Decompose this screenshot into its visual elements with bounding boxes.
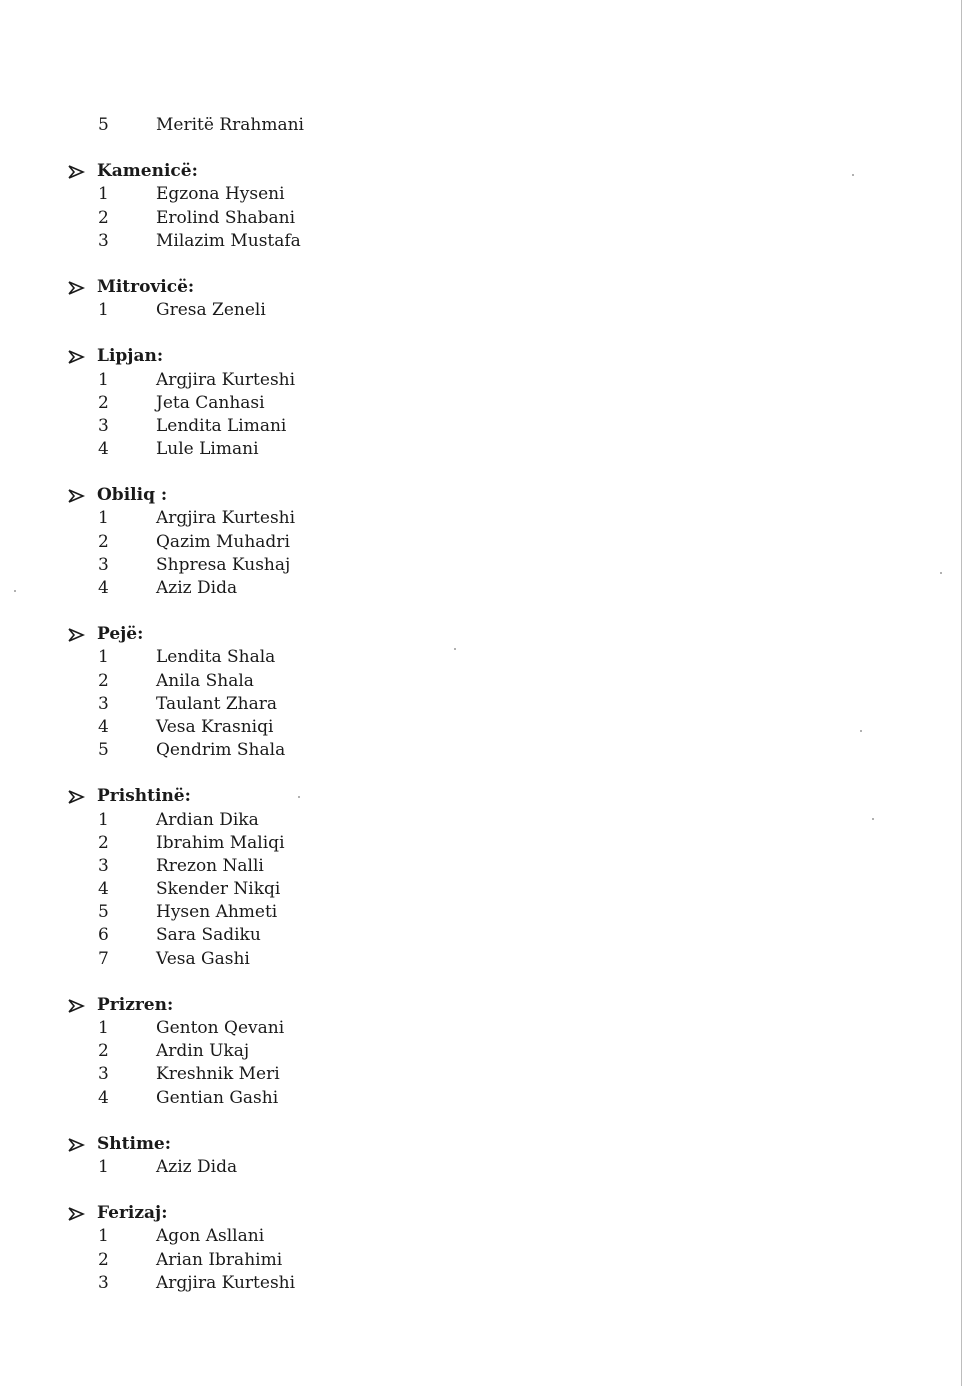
item-name: Aziz Dida <box>156 1156 238 1177</box>
arrowhead-bullet-icon <box>66 1202 86 1225</box>
municipality-title: Shtime: <box>97 1133 172 1154</box>
arrowhead-bullet-icon <box>66 994 86 1017</box>
item-name: Aziz Dida <box>156 578 238 598</box>
item-name: Meritë Rrahmani <box>156 115 304 135</box>
municipality-group <box>66 623 666 762</box>
municipality-heading <box>66 160 666 183</box>
item-number: 2 <box>98 392 109 413</box>
scan-speck <box>860 730 862 732</box>
item-name: Ardin Ukaj <box>156 1041 250 1062</box>
item-name: Skender Nikqi <box>156 879 281 900</box>
list-item <box>66 809 666 832</box>
item-name: Qazim Muhadri <box>156 531 290 552</box>
item-number: 1 <box>98 809 109 830</box>
item-number: 3 <box>98 554 109 575</box>
item-name: Qendrim Shala <box>156 740 286 761</box>
item-name: Hysen Ahmeti <box>156 902 278 923</box>
item-number: 5 <box>98 740 109 761</box>
item-number: 5 <box>98 115 109 135</box>
list-item <box>66 507 666 530</box>
item-name: Gresa Zeneli <box>156 300 266 321</box>
municipality-heading <box>66 484 666 507</box>
item-number: 1 <box>98 1226 109 1247</box>
list-item <box>66 646 666 669</box>
item-name: Kreshnik Meri <box>156 1064 280 1085</box>
list-item <box>66 1087 666 1110</box>
item-number: 2 <box>98 1041 109 1062</box>
arrowhead-bullet-icon <box>66 160 86 183</box>
item-name: Jeta Canhasi <box>156 392 265 413</box>
municipality-heading <box>66 1133 666 1156</box>
item-number: 3 <box>98 1064 109 1085</box>
municipality-title: Prizren: <box>97 994 174 1015</box>
item-name: Argjira Kurteshi <box>156 508 296 529</box>
municipality-title: Ferizaj: <box>97 1203 168 1224</box>
list-item <box>66 1249 666 1272</box>
item-number: 4 <box>98 879 109 900</box>
item-number: 3 <box>98 855 109 876</box>
item-number: 4 <box>98 1087 109 1108</box>
municipality-group <box>66 345 666 461</box>
list-item <box>66 299 666 322</box>
item-name: Vesa Krasniqi <box>156 716 274 737</box>
item-number: 4 <box>98 578 109 598</box>
item-number: 2 <box>98 1249 109 1270</box>
list-item <box>66 438 666 461</box>
item-name: Ibrahim Maliqi <box>156 832 285 853</box>
item-number: 1 <box>98 300 109 321</box>
municipality-heading <box>66 623 666 646</box>
item-number: 7 <box>98 948 109 969</box>
item-number: 3 <box>98 693 109 714</box>
municipality-group <box>66 276 666 322</box>
item-number: 1 <box>98 369 109 390</box>
item-name: Ardian Dika <box>156 809 259 830</box>
item-number: 1 <box>98 184 109 205</box>
list-item <box>66 670 666 693</box>
municipality-title: Lipjan: <box>97 346 164 367</box>
item-number: 4 <box>98 439 109 460</box>
municipality-heading <box>66 994 666 1017</box>
item-name: Argjira Kurteshi <box>156 369 296 390</box>
name-list <box>66 114 666 1295</box>
municipality-group <box>66 484 666 600</box>
item-name: Lule Limani <box>156 439 259 460</box>
item-number: 3 <box>98 1272 109 1293</box>
municipality-group <box>66 160 666 253</box>
item-name: Milazim Mustafa <box>156 230 301 251</box>
municipality-group <box>66 994 666 1110</box>
item-number: 3 <box>98 415 109 436</box>
item-number: 1 <box>98 508 109 529</box>
list-item <box>66 114 666 137</box>
item-name: Rrezon Nalli <box>156 855 264 876</box>
municipality-heading <box>66 345 666 368</box>
arrowhead-bullet-icon <box>66 276 86 299</box>
list-item <box>66 230 666 253</box>
item-number: 2 <box>98 670 109 691</box>
item-name: Agon Asllani <box>156 1226 265 1247</box>
municipality-title: Kamenicë: <box>97 161 198 182</box>
item-number: 1 <box>98 647 109 668</box>
page-edge-line <box>961 0 962 1386</box>
item-number: 1 <box>98 1156 109 1177</box>
item-number: 3 <box>98 230 109 251</box>
item-name: Lendita Limani <box>156 415 287 436</box>
municipality-group <box>66 785 666 971</box>
item-name: Gentian Gashi <box>156 1087 279 1108</box>
list-item <box>66 832 666 855</box>
municipality-heading <box>66 785 666 808</box>
scan-speck <box>852 174 854 176</box>
item-number: 1 <box>98 1018 109 1038</box>
list-item <box>66 577 666 600</box>
item-number: 6 <box>98 925 109 946</box>
list-item <box>66 1272 666 1295</box>
municipality-heading <box>66 1202 666 1225</box>
list-item <box>66 1017 666 1040</box>
scan-speck <box>14 590 16 592</box>
item-number: 2 <box>98 832 109 853</box>
item-name: Lendita Shala <box>156 647 276 668</box>
item-name: Genton Qevani <box>156 1018 285 1038</box>
scan-speck <box>940 572 942 574</box>
list-item <box>66 693 666 716</box>
municipality-group <box>66 1202 666 1295</box>
item-number: 4 <box>98 716 109 737</box>
municipality-title: Prishtinë: <box>97 786 191 807</box>
municipality-title: Pejë: <box>97 624 144 645</box>
municipality-title: Mitrovicë: <box>97 276 195 297</box>
item-number: 5 <box>98 902 109 923</box>
item-name: Taulant Zhara <box>156 693 278 714</box>
municipality-title: Obiliq : <box>97 485 168 506</box>
arrowhead-bullet-icon <box>66 484 86 507</box>
arrowhead-bullet-icon <box>66 785 86 808</box>
municipality-heading <box>66 276 666 299</box>
item-name: Erolind Shabani <box>156 207 296 228</box>
item-name: Anila Shala <box>156 670 254 691</box>
list-item <box>66 1040 666 1063</box>
item-name: Shpresa Kushaj <box>156 554 291 575</box>
list-item <box>66 207 666 230</box>
list-item <box>66 948 666 971</box>
list-item <box>66 739 666 762</box>
list-item <box>66 878 666 901</box>
list-item <box>66 901 666 924</box>
list-item <box>66 415 666 438</box>
list-item <box>66 855 666 878</box>
list-item <box>66 531 666 554</box>
item-number: 2 <box>98 207 109 228</box>
scan-speck <box>872 818 874 820</box>
arrowhead-bullet-icon <box>66 623 86 646</box>
list-item <box>66 1156 666 1179</box>
item-name: Vesa Gashi <box>156 948 250 969</box>
list-item <box>66 716 666 739</box>
arrowhead-bullet-icon <box>66 345 86 368</box>
item-number: 2 <box>98 531 109 552</box>
list-item <box>66 392 666 415</box>
item-name: Sara Sadiku <box>156 925 261 946</box>
list-item <box>66 1225 666 1248</box>
municipality-group <box>66 1133 666 1179</box>
item-name: Arian Ibrahimi <box>156 1249 283 1270</box>
list-item <box>66 1063 666 1086</box>
list-item <box>66 369 666 392</box>
item-name: Egzona Hyseni <box>156 184 285 205</box>
list-item <box>66 924 666 947</box>
list-item <box>66 554 666 577</box>
list-item <box>66 183 666 206</box>
arrowhead-bullet-icon <box>66 1133 86 1156</box>
item-name: Argjira Kurteshi <box>156 1272 296 1293</box>
